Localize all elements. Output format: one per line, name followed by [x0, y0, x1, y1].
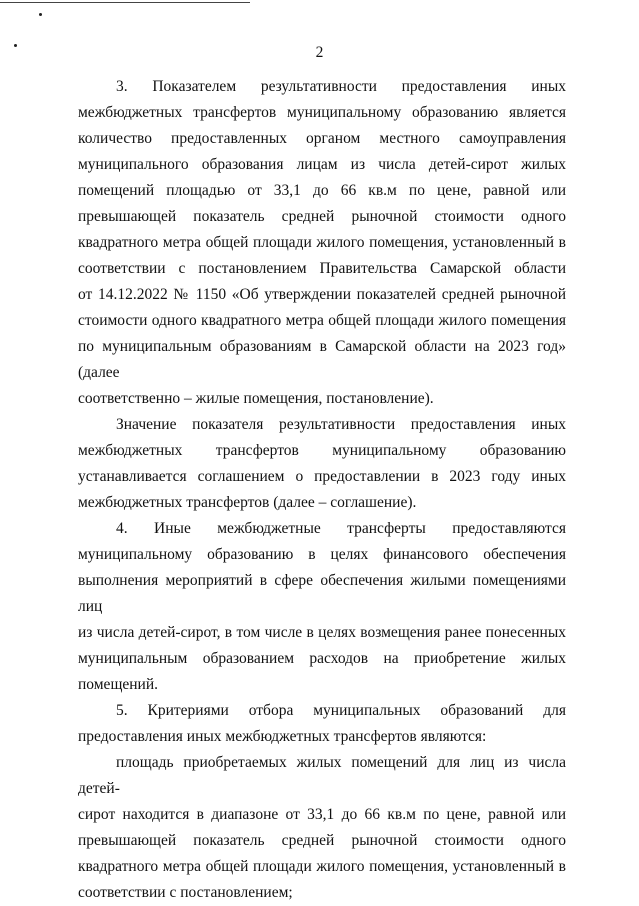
text-line: 3. Показателем результативности предоставления иных — [116, 78, 566, 95]
text-line: квадратного метра общей площади жилого помещения, установленный в — [78, 234, 566, 251]
text-line: стоимости одного квадратного метра общей площади жилого помещения — [78, 312, 566, 329]
paragraph — [78, 698, 566, 750]
text-line: межбюджетных трансфертов (далее – соглашение). — [78, 494, 417, 511]
scan-speck — [39, 13, 42, 16]
text-line: по муниципальным образованиям в Самарской области на 2023 год» (далее — [78, 338, 566, 381]
top-scan-rule — [0, 2, 250, 3]
text-line: предоставления иных межбюджетных трансфертов являются: — [78, 728, 487, 745]
text-line: превышающей показатель средней рыночной стоимости одного — [78, 208, 566, 225]
text-line: межбюджетных трансфертов муниципальному образованию — [78, 442, 566, 459]
paragraph — [78, 74, 566, 412]
text-line: муниципальным образованием расходов на приобретение жилых — [78, 650, 566, 667]
text-line: межбюджетных трансфертов муниципальному образованию является — [78, 104, 566, 121]
text-line: соответствии с постановлением Правительства Самарской области — [78, 260, 566, 277]
text-line: Значение показателя результативности предоставления иных — [116, 416, 566, 433]
text-line: от 14.12.2022 № 1150 «Об утверждении показателей средней рыночной — [78, 286, 566, 303]
page-number: 2 — [315, 44, 324, 61]
text-line: из числа детей-сирот, в том числе в целях возмещения ранее понесенных — [78, 624, 566, 641]
text-line: сирот находится в диапазоне от 33,1 до 66 кв.м по цене, равной или — [78, 806, 566, 823]
text-line: соответствии с постановлением; — [78, 884, 293, 901]
text-line: помещений. — [78, 676, 159, 693]
paragraph — [78, 750, 566, 906]
text-line: количество предоставленных органом местного самоуправления — [78, 130, 566, 147]
text-line: муниципальному образованию в целях финансового обеспечения — [78, 546, 566, 563]
text-line: площадь приобретаемых жилых помещений для лиц из числа детей- — [78, 754, 566, 797]
text-line: превышающей показатель средней рыночной стоимости одного — [78, 832, 566, 849]
document-body — [78, 74, 566, 906]
text-line: устанавливается соглашением о предоставлении в 2023 году иных — [78, 468, 566, 485]
text-line: муниципального образования лицам из числа детей-сирот жилых — [78, 156, 566, 173]
paragraph — [78, 412, 566, 516]
paragraph — [78, 516, 566, 698]
text-line: 5. Критериями отбора муниципальных образований для — [116, 702, 566, 719]
text-line: выполнения мероприятий в сфере обеспечения жилыми помещениями лиц — [78, 572, 566, 615]
text-line: 4. Иные межбюджетные трансферты предоставляются — [116, 520, 566, 537]
text-line: помещений площадью от 33,1 до 66 кв.м по цене, равной или — [78, 182, 566, 199]
text-line: квадратного метра общей площади жилого помещения, установленный в — [78, 858, 566, 875]
text-line: соответственно – жилые помещения, постановление). — [78, 390, 434, 407]
